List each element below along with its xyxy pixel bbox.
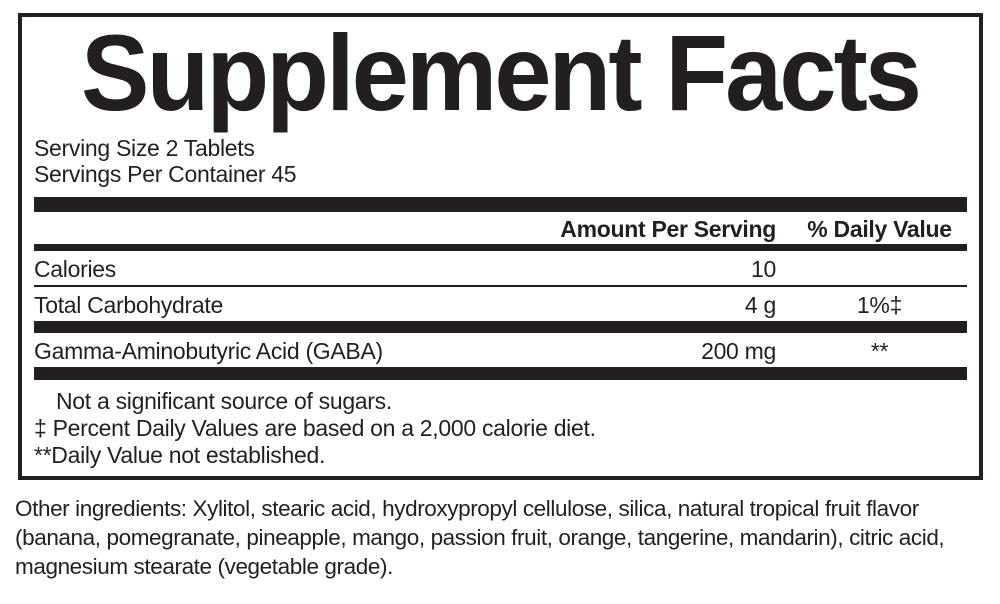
footnote-sugars: Not a significant source of sugars.: [56, 388, 392, 414]
nutrient-amount: 200 mg: [701, 338, 776, 364]
supplement-facts-panel: [18, 13, 983, 480]
servings-per-container: Servings Per Container 45: [34, 161, 297, 187]
panel-title: [34, 12, 967, 133]
separator-thick-top: [34, 197, 967, 212]
footnotes: [34, 388, 967, 469]
nutrient-row-calories: [34, 251, 967, 285]
nutrient-row-total-carbohydrate: [34, 287, 967, 321]
nutrient-row-gaba: [34, 333, 967, 367]
separator-medium: [34, 244, 967, 251]
nutrient-name: Total Carbohydrate: [34, 292, 223, 318]
separator-thick-mid: [34, 321, 967, 333]
footnote-percent-daily-values: ‡ Percent Daily Values are based on a 2,000 calorie diet.: [34, 415, 596, 441]
table-header-row: [34, 212, 967, 244]
nutrient-name: Calories: [34, 256, 116, 282]
column-header-daily-value: % Daily Value: [807, 216, 952, 242]
other-ingredients-paragraph: Other ingredients: Xylitol, stearic acid, hydroxypropyl cellulose, silica, natural tropical fruit flavor (banana, pomegranate, pineapple, mango, passion fruit, orange, tangerine, mandarin), citric acid, magnesium stearate (vegetable grade).: [15, 496, 945, 579]
nutrient-daily-value: 1%‡: [856, 292, 903, 318]
nutrient-amount: 10: [751, 256, 776, 282]
footnote-daily-value-not-established: **Daily Value not established.: [34, 442, 326, 468]
separator-thick-lower: [34, 367, 967, 380]
nutrient-name: Gamma-Aminobutyric Acid (GABA): [34, 338, 383, 364]
serving-size: Serving Size 2 Tablets: [34, 135, 255, 161]
nutrient-amount: 4 g: [744, 292, 776, 318]
nutrient-daily-value: **: [870, 338, 889, 364]
serving-info: [34, 135, 967, 187]
panel-title-text: Supplement Facts: [81, 12, 920, 133]
column-header-amount: Amount Per Serving: [560, 216, 776, 242]
